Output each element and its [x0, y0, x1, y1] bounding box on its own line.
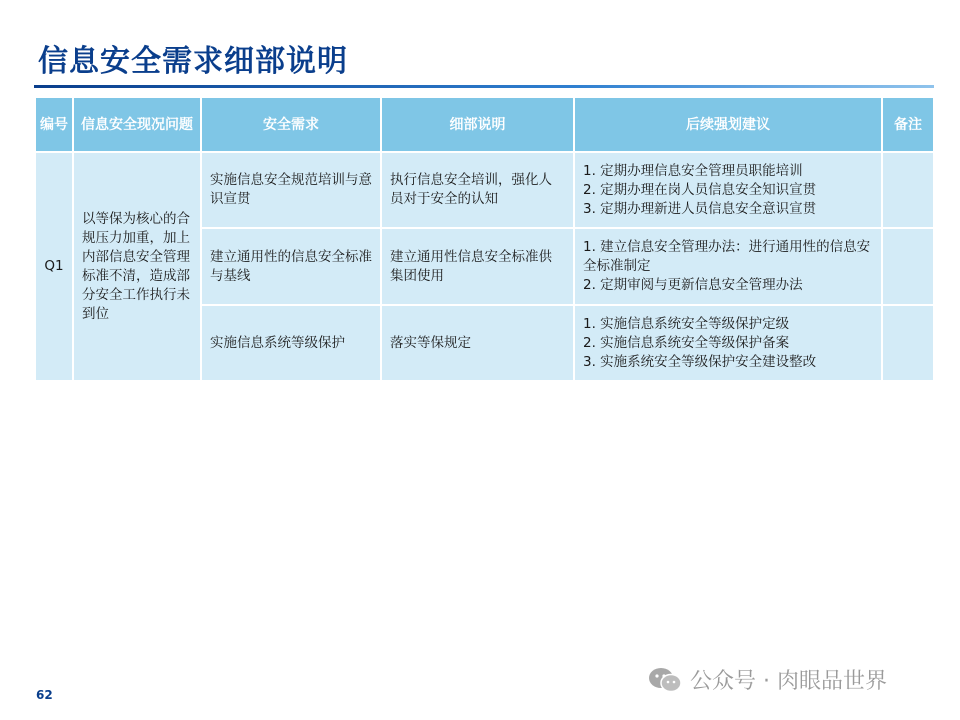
advice-cell: [574, 152, 882, 228]
header-issue: 信息安全现况问题: [73, 97, 201, 152]
remark-cell: [882, 305, 934, 381]
header-advice: 后续强划建议: [574, 97, 882, 152]
advice-item: 3. 实施系统安全等级保护安全建设整改: [583, 353, 817, 370]
need-cell: 实施信息系统等级保护: [201, 305, 381, 381]
advice-item: 1. 定期办理信息安全管理员职能培训: [583, 162, 803, 179]
remark-cell: [882, 228, 934, 305]
header-need: 安全需求: [201, 97, 381, 152]
table-row: [35, 152, 934, 228]
watermark: [648, 664, 887, 695]
wechat-icon: [648, 666, 682, 694]
header-no: 编号: [35, 97, 73, 152]
detail-cell: 建立通用性信息安全标准供集团使用: [381, 228, 574, 305]
detail-cell: 执行信息安全培训，强化人员对于安全的认知: [381, 152, 574, 228]
need-cell: 建立通用性的信息安全标准与基线: [201, 228, 381, 305]
advice-item: 2. 实施信息系统安全等级保护备案: [583, 334, 790, 351]
page-title: 信息安全需求细部说明: [38, 44, 348, 79]
advice-list: [583, 162, 873, 219]
remark-cell: [882, 152, 934, 228]
advice-item: 1. 建立信息安全管理办法：进行通用性的信息安全标准制定: [583, 239, 871, 274]
requirements-table: [34, 96, 935, 382]
watermark-text: 公众号 · 肉眼品世界: [690, 669, 887, 694]
page-number: 62: [36, 688, 53, 702]
header-remark: 备注: [882, 97, 934, 152]
need-cell: 实施信息安全规范培训与意识宣贯: [201, 152, 381, 228]
advice-list: [583, 315, 873, 372]
title-underline: [34, 85, 934, 88]
advice-item: 2. 定期审阅与更新信息安全管理办法: [583, 277, 803, 293]
advice-item: 3. 定期办理新进人员信息安全意识宣贯: [583, 200, 817, 217]
advice-item: 2. 定期办理在岗人员信息安全知识宣贯: [583, 181, 817, 198]
advice-item: 1. 实施信息系统安全等级保护定级: [583, 315, 790, 332]
advice-cell: [574, 305, 882, 381]
advice-cell: [574, 228, 882, 305]
group-number: Q1: [35, 152, 73, 381]
table-header-row: [35, 97, 934, 152]
header-detail: 细部说明: [381, 97, 574, 152]
group-issue: 以等保为核心的合规压力加重，加上内部信息安全管理标准不清，造成部分安全工作执行未到位: [73, 152, 201, 381]
detail-cell: 落实等保规定: [381, 305, 574, 381]
advice-list: [583, 238, 873, 295]
